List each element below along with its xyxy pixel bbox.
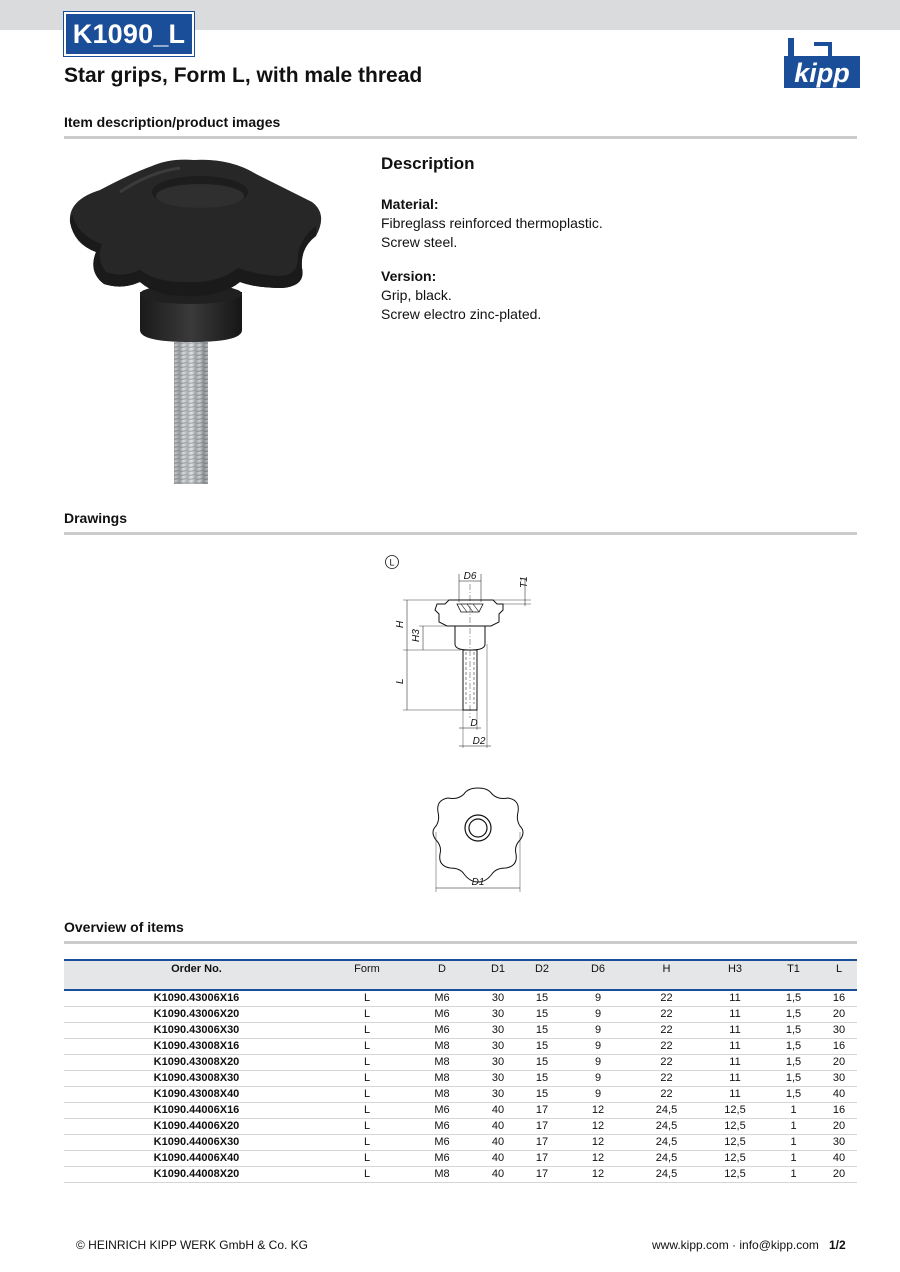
table-cell: 24,5: [629, 1151, 704, 1167]
table-cell: 12,5: [704, 1167, 766, 1183]
table-row: [64, 1135, 857, 1151]
table-cell: 22: [629, 1007, 704, 1023]
table-cell: 1: [766, 1151, 821, 1167]
order-number-cell: K1090.43008X40: [64, 1087, 329, 1103]
table-cell: 40: [479, 1119, 517, 1135]
table-cell: 1,5: [766, 1023, 821, 1039]
table-cell: 15: [517, 1023, 567, 1039]
table-row: [64, 1103, 857, 1119]
table-row: [64, 1151, 857, 1167]
table-cell: 15: [517, 1087, 567, 1103]
table-cell: M8: [405, 1071, 479, 1087]
table-cell: 17: [517, 1103, 567, 1119]
table-cell: 15: [517, 1007, 567, 1023]
side-view-drawing: [375, 548, 545, 758]
table-cell: 11: [704, 1007, 766, 1023]
description-heading: Description: [381, 154, 475, 173]
order-number-cell: K1090.44008X20: [64, 1167, 329, 1183]
section-overview: Overview of items: [64, 919, 857, 944]
table-cell: 16: [821, 1039, 857, 1055]
table-cell: 1: [766, 1135, 821, 1151]
table-cell: 30: [821, 1135, 857, 1151]
table-cell: 24,5: [629, 1119, 704, 1135]
version-block: [381, 267, 851, 324]
table-cell: 15: [517, 1071, 567, 1087]
table-cell: 9: [567, 1087, 629, 1103]
table-cell: 16: [821, 990, 857, 1007]
table-cell: M8: [405, 1087, 479, 1103]
table-row: [64, 1119, 857, 1135]
order-number-cell: K1090.43006X30: [64, 1023, 329, 1039]
table-cell: L: [329, 990, 405, 1007]
table-cell: 30: [821, 1071, 857, 1087]
table-cell: 22: [629, 1039, 704, 1055]
material-line: Screw steel.: [381, 234, 458, 250]
table-cell: 9: [567, 1039, 629, 1055]
table-cell: 11: [704, 1055, 766, 1071]
table-row: [64, 1167, 857, 1183]
table-cell: M8: [405, 1055, 479, 1071]
items-table: [64, 959, 857, 1183]
order-number-cell: K1090.43006X16: [64, 990, 329, 1007]
table-cell: M8: [405, 1167, 479, 1183]
order-number-cell: K1090.43008X30: [64, 1071, 329, 1087]
order-number-cell: K1090.44006X40: [64, 1151, 329, 1167]
table-cell: 1,5: [766, 1055, 821, 1071]
table-cell: 17: [517, 1119, 567, 1135]
description-panel: [381, 154, 851, 339]
table-cell: 20: [821, 1119, 857, 1135]
table-cell: 9: [567, 990, 629, 1007]
dim-label-t1: T1: [519, 576, 530, 588]
dim-label-d1: D1: [471, 877, 485, 888]
table-cell: L: [329, 1103, 405, 1119]
dim-label-h: H: [395, 620, 406, 628]
dim-label-l: L: [395, 678, 406, 684]
table-cell: 12,5: [704, 1103, 766, 1119]
table-cell: M6: [405, 1007, 479, 1023]
table-cell: 12: [567, 1135, 629, 1151]
table-cell: 20: [821, 1007, 857, 1023]
table-cell: 1,5: [766, 990, 821, 1007]
col-header: D6: [567, 960, 629, 990]
table-cell: 24,5: [629, 1135, 704, 1151]
table-cell: L: [329, 1023, 405, 1039]
table-cell: L: [329, 1087, 405, 1103]
table-cell: 24,5: [629, 1103, 704, 1119]
dim-label-d: D: [470, 718, 478, 729]
table-cell: 24,5: [629, 1167, 704, 1183]
footer-copyright: © HEINRICH KIPP WERK GmbH & Co. KG: [76, 1238, 308, 1252]
table-row: [64, 1023, 857, 1039]
table-cell: 30: [821, 1023, 857, 1039]
table-row: [64, 1087, 857, 1103]
table-cell: 40: [479, 1151, 517, 1167]
table-cell: 1: [766, 1119, 821, 1135]
order-number-cell: K1090.44006X20: [64, 1119, 329, 1135]
material-label: Material:: [381, 196, 439, 212]
dim-label-d6: D6: [463, 571, 477, 582]
col-header: L: [821, 960, 857, 990]
table-cell: 11: [704, 990, 766, 1007]
table-cell: 9: [567, 1007, 629, 1023]
table-cell: L: [329, 1119, 405, 1135]
dim-label-d2: D2: [472, 736, 486, 747]
table-cell: 1,5: [766, 1039, 821, 1055]
order-number-cell: K1090.43006X20: [64, 1007, 329, 1023]
dim-label-h3: H3: [411, 629, 422, 642]
table-cell: 30: [479, 990, 517, 1007]
table-cell: 15: [517, 990, 567, 1007]
footer-contact: www.kipp.com · info@kipp.com: [652, 1238, 819, 1252]
table-cell: 17: [517, 1135, 567, 1151]
table-cell: 11: [704, 1087, 766, 1103]
col-header: T1: [766, 960, 821, 990]
table-cell: L: [329, 1055, 405, 1071]
table-cell: 22: [629, 1071, 704, 1087]
table-cell: 1: [766, 1167, 821, 1183]
table-cell: L: [329, 1167, 405, 1183]
table-cell: L: [329, 1151, 405, 1167]
star-grip-product-image: [60, 152, 326, 488]
table-cell: 12,5: [704, 1135, 766, 1151]
table-cell: 30: [479, 1055, 517, 1071]
col-header: H: [629, 960, 704, 990]
col-header: Form: [329, 960, 405, 990]
table-cell: M6: [405, 1119, 479, 1135]
table-cell: 12,5: [704, 1151, 766, 1167]
page-title: Star grips, Form L, with male thread: [64, 64, 423, 87]
table-cell: 12: [567, 1167, 629, 1183]
table-cell: 40: [821, 1087, 857, 1103]
table-cell: 30: [479, 1023, 517, 1039]
col-header: D: [405, 960, 479, 990]
table-cell: 17: [517, 1167, 567, 1183]
table-cell: M8: [405, 1039, 479, 1055]
table-cell: 9: [567, 1023, 629, 1039]
table-cell: 1,5: [766, 1087, 821, 1103]
table-cell: 12: [567, 1151, 629, 1167]
table-cell: M6: [405, 1151, 479, 1167]
order-number-cell: K1090.44006X30: [64, 1135, 329, 1151]
table-cell: 22: [629, 990, 704, 1007]
table-cell: 9: [567, 1055, 629, 1071]
section-drawings: Drawings: [64, 510, 857, 535]
table-cell: L: [329, 1071, 405, 1087]
table-cell: M6: [405, 1103, 479, 1119]
kipp-logo: [784, 38, 860, 92]
table-cell: 11: [704, 1039, 766, 1055]
order-number-cell: K1090.43008X16: [64, 1039, 329, 1055]
col-header: D2: [517, 960, 567, 990]
table-cell: 15: [517, 1039, 567, 1055]
table-cell: 30: [479, 1087, 517, 1103]
table-cell: 12: [567, 1103, 629, 1119]
table-cell: L: [329, 1039, 405, 1055]
col-header: H3: [704, 960, 766, 990]
form-label: L: [389, 557, 395, 568]
table-cell: 11: [704, 1071, 766, 1087]
table-cell: 15: [517, 1055, 567, 1071]
order-number-cell: K1090.44006X16: [64, 1103, 329, 1119]
table-cell: L: [329, 1007, 405, 1023]
material-block: [381, 195, 851, 252]
table-cell: M6: [405, 990, 479, 1007]
table-row: [64, 1007, 857, 1023]
table-cell: 1,5: [766, 1007, 821, 1023]
table-cell: L: [329, 1135, 405, 1151]
version-label: Version:: [381, 268, 437, 284]
table-cell: 1,5: [766, 1071, 821, 1087]
table-cell: 12,5: [704, 1119, 766, 1135]
section-item-description: Item description/product images: [64, 114, 857, 139]
table-cell: 40: [479, 1103, 517, 1119]
table-cell: 12: [567, 1119, 629, 1135]
table-cell: M6: [405, 1023, 479, 1039]
table-cell: 30: [479, 1039, 517, 1055]
table-row: [64, 990, 857, 1007]
table-cell: 20: [821, 1055, 857, 1071]
table-header-row: [64, 960, 857, 990]
table-row: [64, 1055, 857, 1071]
table-row: [64, 1071, 857, 1087]
table-cell: 11: [704, 1023, 766, 1039]
table-cell: 20: [821, 1167, 857, 1183]
table-cell: M6: [405, 1135, 479, 1151]
table-cell: 22: [629, 1055, 704, 1071]
order-number-cell: K1090.43008X20: [64, 1055, 329, 1071]
table-cell: 16: [821, 1103, 857, 1119]
table-cell: 22: [629, 1023, 704, 1039]
table-cell: 40: [479, 1167, 517, 1183]
footer-page-number: 1/2: [829, 1238, 846, 1252]
table-cell: 9: [567, 1071, 629, 1087]
table-cell: 30: [479, 1071, 517, 1087]
version-line: Screw electro zinc-plated.: [381, 306, 542, 322]
table-cell: 40: [821, 1151, 857, 1167]
top-view-drawing: [428, 782, 528, 894]
col-header: D1: [479, 960, 517, 990]
table-cell: 30: [479, 1007, 517, 1023]
table-cell: 22: [629, 1087, 704, 1103]
material-line: Fibreglass reinforced thermoplastic.: [381, 215, 603, 231]
table-cell: 1: [766, 1103, 821, 1119]
table-cell: 40: [479, 1135, 517, 1151]
table-row: [64, 1039, 857, 1055]
table-cell: 17: [517, 1151, 567, 1167]
col-header: Order No.: [64, 960, 329, 990]
logo-text: kipp: [794, 58, 850, 88]
product-code-badge: K1090_L: [64, 12, 194, 56]
version-line: Grip, black.: [381, 287, 452, 303]
